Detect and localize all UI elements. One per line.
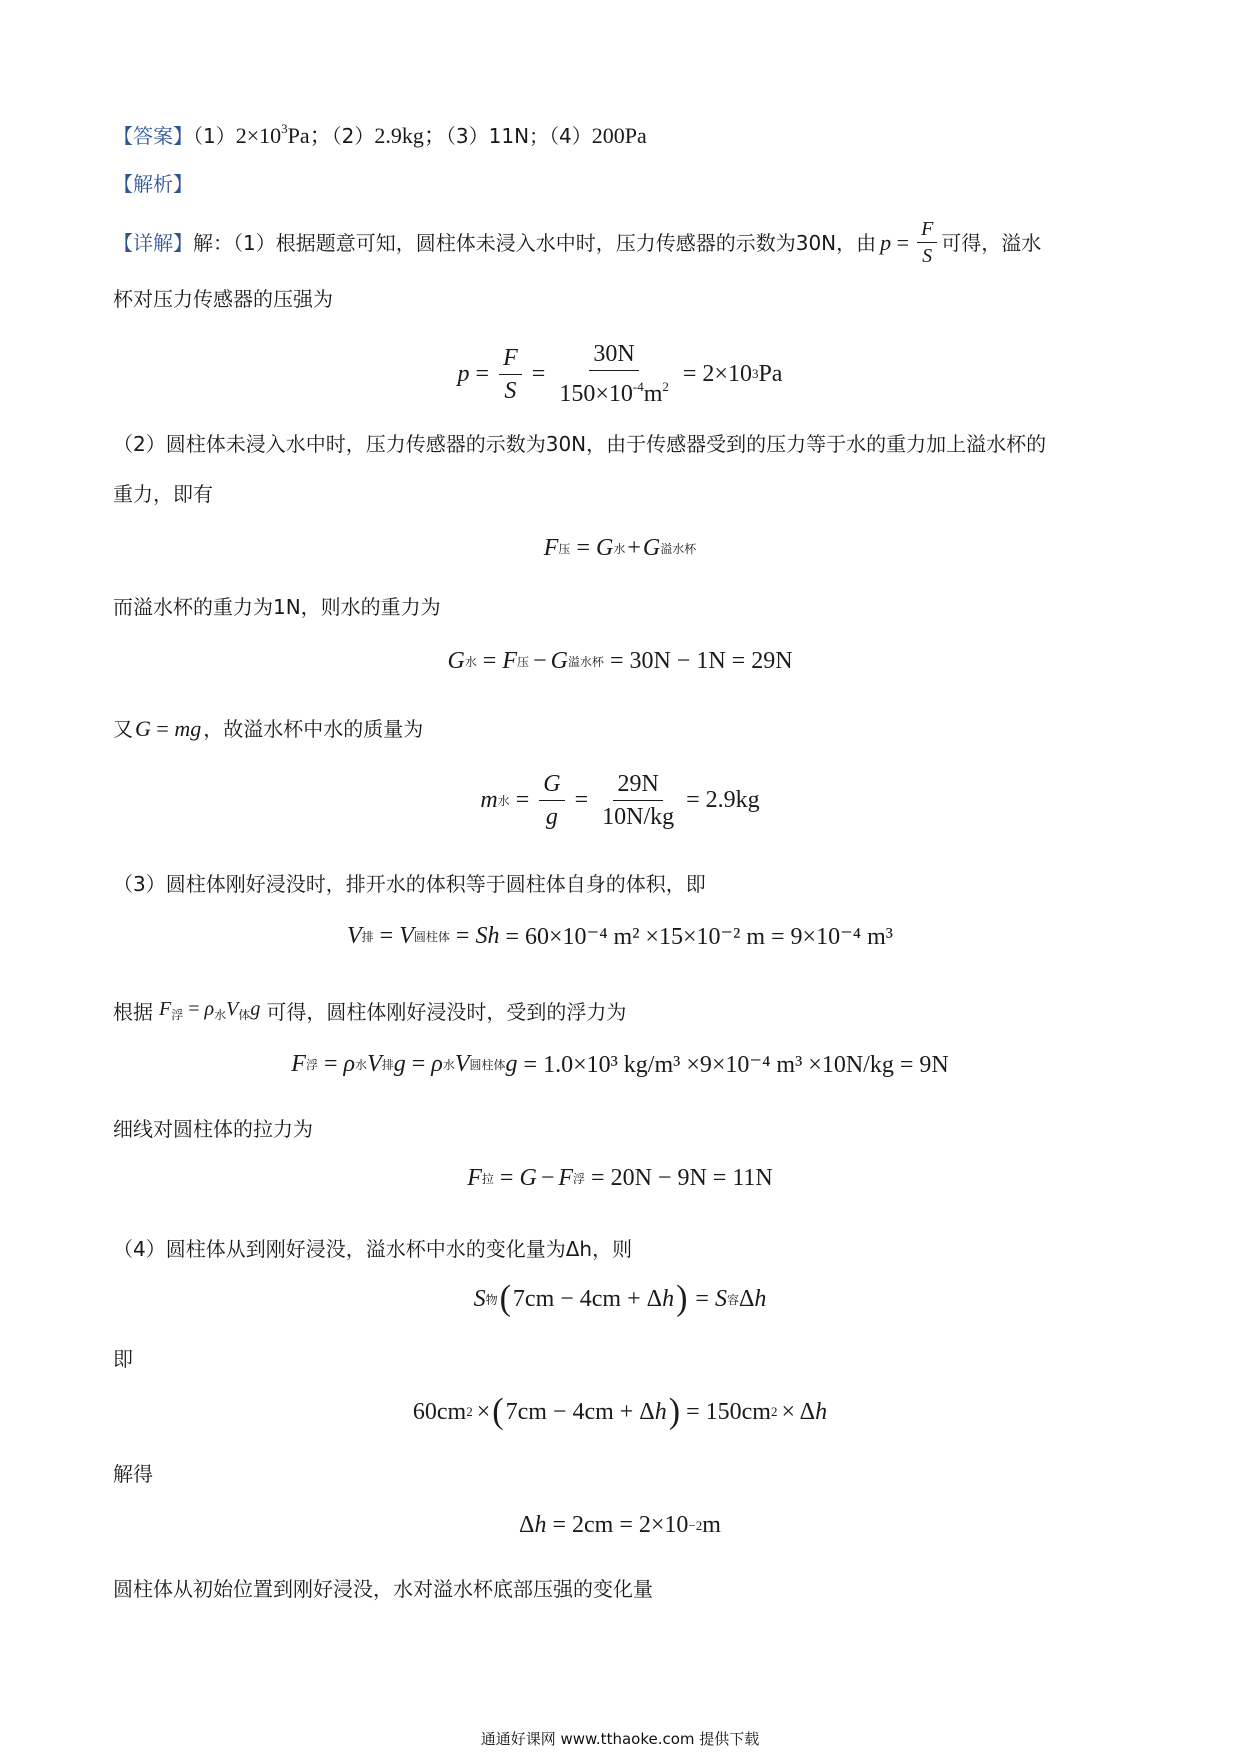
part3-line-1: （3）圆柱体刚好浸没时，排开水的体积等于圆柱体自身的体积，即 <box>113 872 706 896</box>
detail-line-2: 杯对压力传感器的压强为 <box>113 287 333 311</box>
formula-area-relation: 60cm 2 × ( 7cm − 4cm + Δ h ) = 150cm 2 × Δ h <box>412 1392 828 1431</box>
formula-volume: V 排 = V 圆柱体 = Sh = 60×10⁻⁴ m² ×15×10⁻² m = 9×10⁻⁴ m³ <box>346 923 893 950</box>
part4-line-1: （4）圆柱体从到刚好浸没，溢水杯中水的变化量为Δh，则 <box>113 1237 633 1261</box>
formula-water-weight: G 水 = F 压 − G 溢水杯 = 30N − 1N = 29N <box>447 648 793 674</box>
part3-line-3: 细线对圆柱体的拉力为 <box>113 1117 313 1141</box>
answer-tag: 【答案】 <box>113 124 193 148</box>
formula-tension: F 拉 = G − F 浮 = 20N − 9N = 11N <box>467 1165 773 1191</box>
part4-line-3: 解得 <box>113 1462 153 1486</box>
part2-line-4: 又 G = mg ，故溢水杯中水的质量为 <box>113 716 424 741</box>
formula-height-relation: S 物 ( 7cm − 4cm + Δ h ) = S 容 Δ h <box>473 1279 767 1318</box>
detail-line-1: 【详解】 解：（1）根据题意可知，圆柱体未浸入水中时，压力传感器的示数为30N，由 p = $\frac{F}{S}$ 可得，溢水 <box>113 218 1042 267</box>
part2-line-3: 而溢水杯的重力为1N，则水的重力为 <box>113 595 441 619</box>
part2-line-2: 重力，即有 <box>113 482 213 506</box>
analysis-tag: 【解析】 <box>113 172 193 196</box>
answer-line: 【答案】$(1)2\times 10^3Pa$；（2）2.9kg；（3）11N；（4）200Pa <box>113 121 647 148</box>
part2-line-1: （2）圆柱体未浸入水中时，压力传感器的示数为30N，由于传感器受到的压力等于水的重力加上溢水杯的 <box>113 432 1047 456</box>
page-footer: 通通好课网 www.tthaoke.com 提供下载 <box>480 1730 760 1748</box>
formula-water-mass: m 水 = $\frac{G}{g}$ = $\frac{29N}{10N/kg}$ = 2.9kg <box>480 771 760 830</box>
formula-force-sum: F 压 = G 水 + G 溢水杯 <box>543 535 697 561</box>
part4-line-2: 即 <box>113 1347 133 1371</box>
formula-delta-h: Δ h = 2cm = 2×10 −2 m <box>519 1512 721 1538</box>
formula-buoyancy: F 浮 = ρ 水 V 排 g = ρ 水 V 圆柱体 g = 1.0×10³ kg/m³ ×9×10⁻⁴ m³ ×10N/kg = 9N <box>291 1051 949 1078</box>
detail-tag: 【详解】 <box>113 230 193 255</box>
part4-line-4: 圆柱体从初始位置到刚好浸没，水对溢水杯底部压强的变化量 <box>113 1577 653 1601</box>
part3-line-2: 根据 $F_浮 = \rho_水V_体g$ 可得，圆柱体刚好浸没时，受到的浮力为 <box>113 998 627 1024</box>
formula-pressure: p = $\frac{F}{S}$ = $\frac{30N}{150\times 10^{-4}m^2}$ = 2×10 3 Pa <box>457 341 783 407</box>
